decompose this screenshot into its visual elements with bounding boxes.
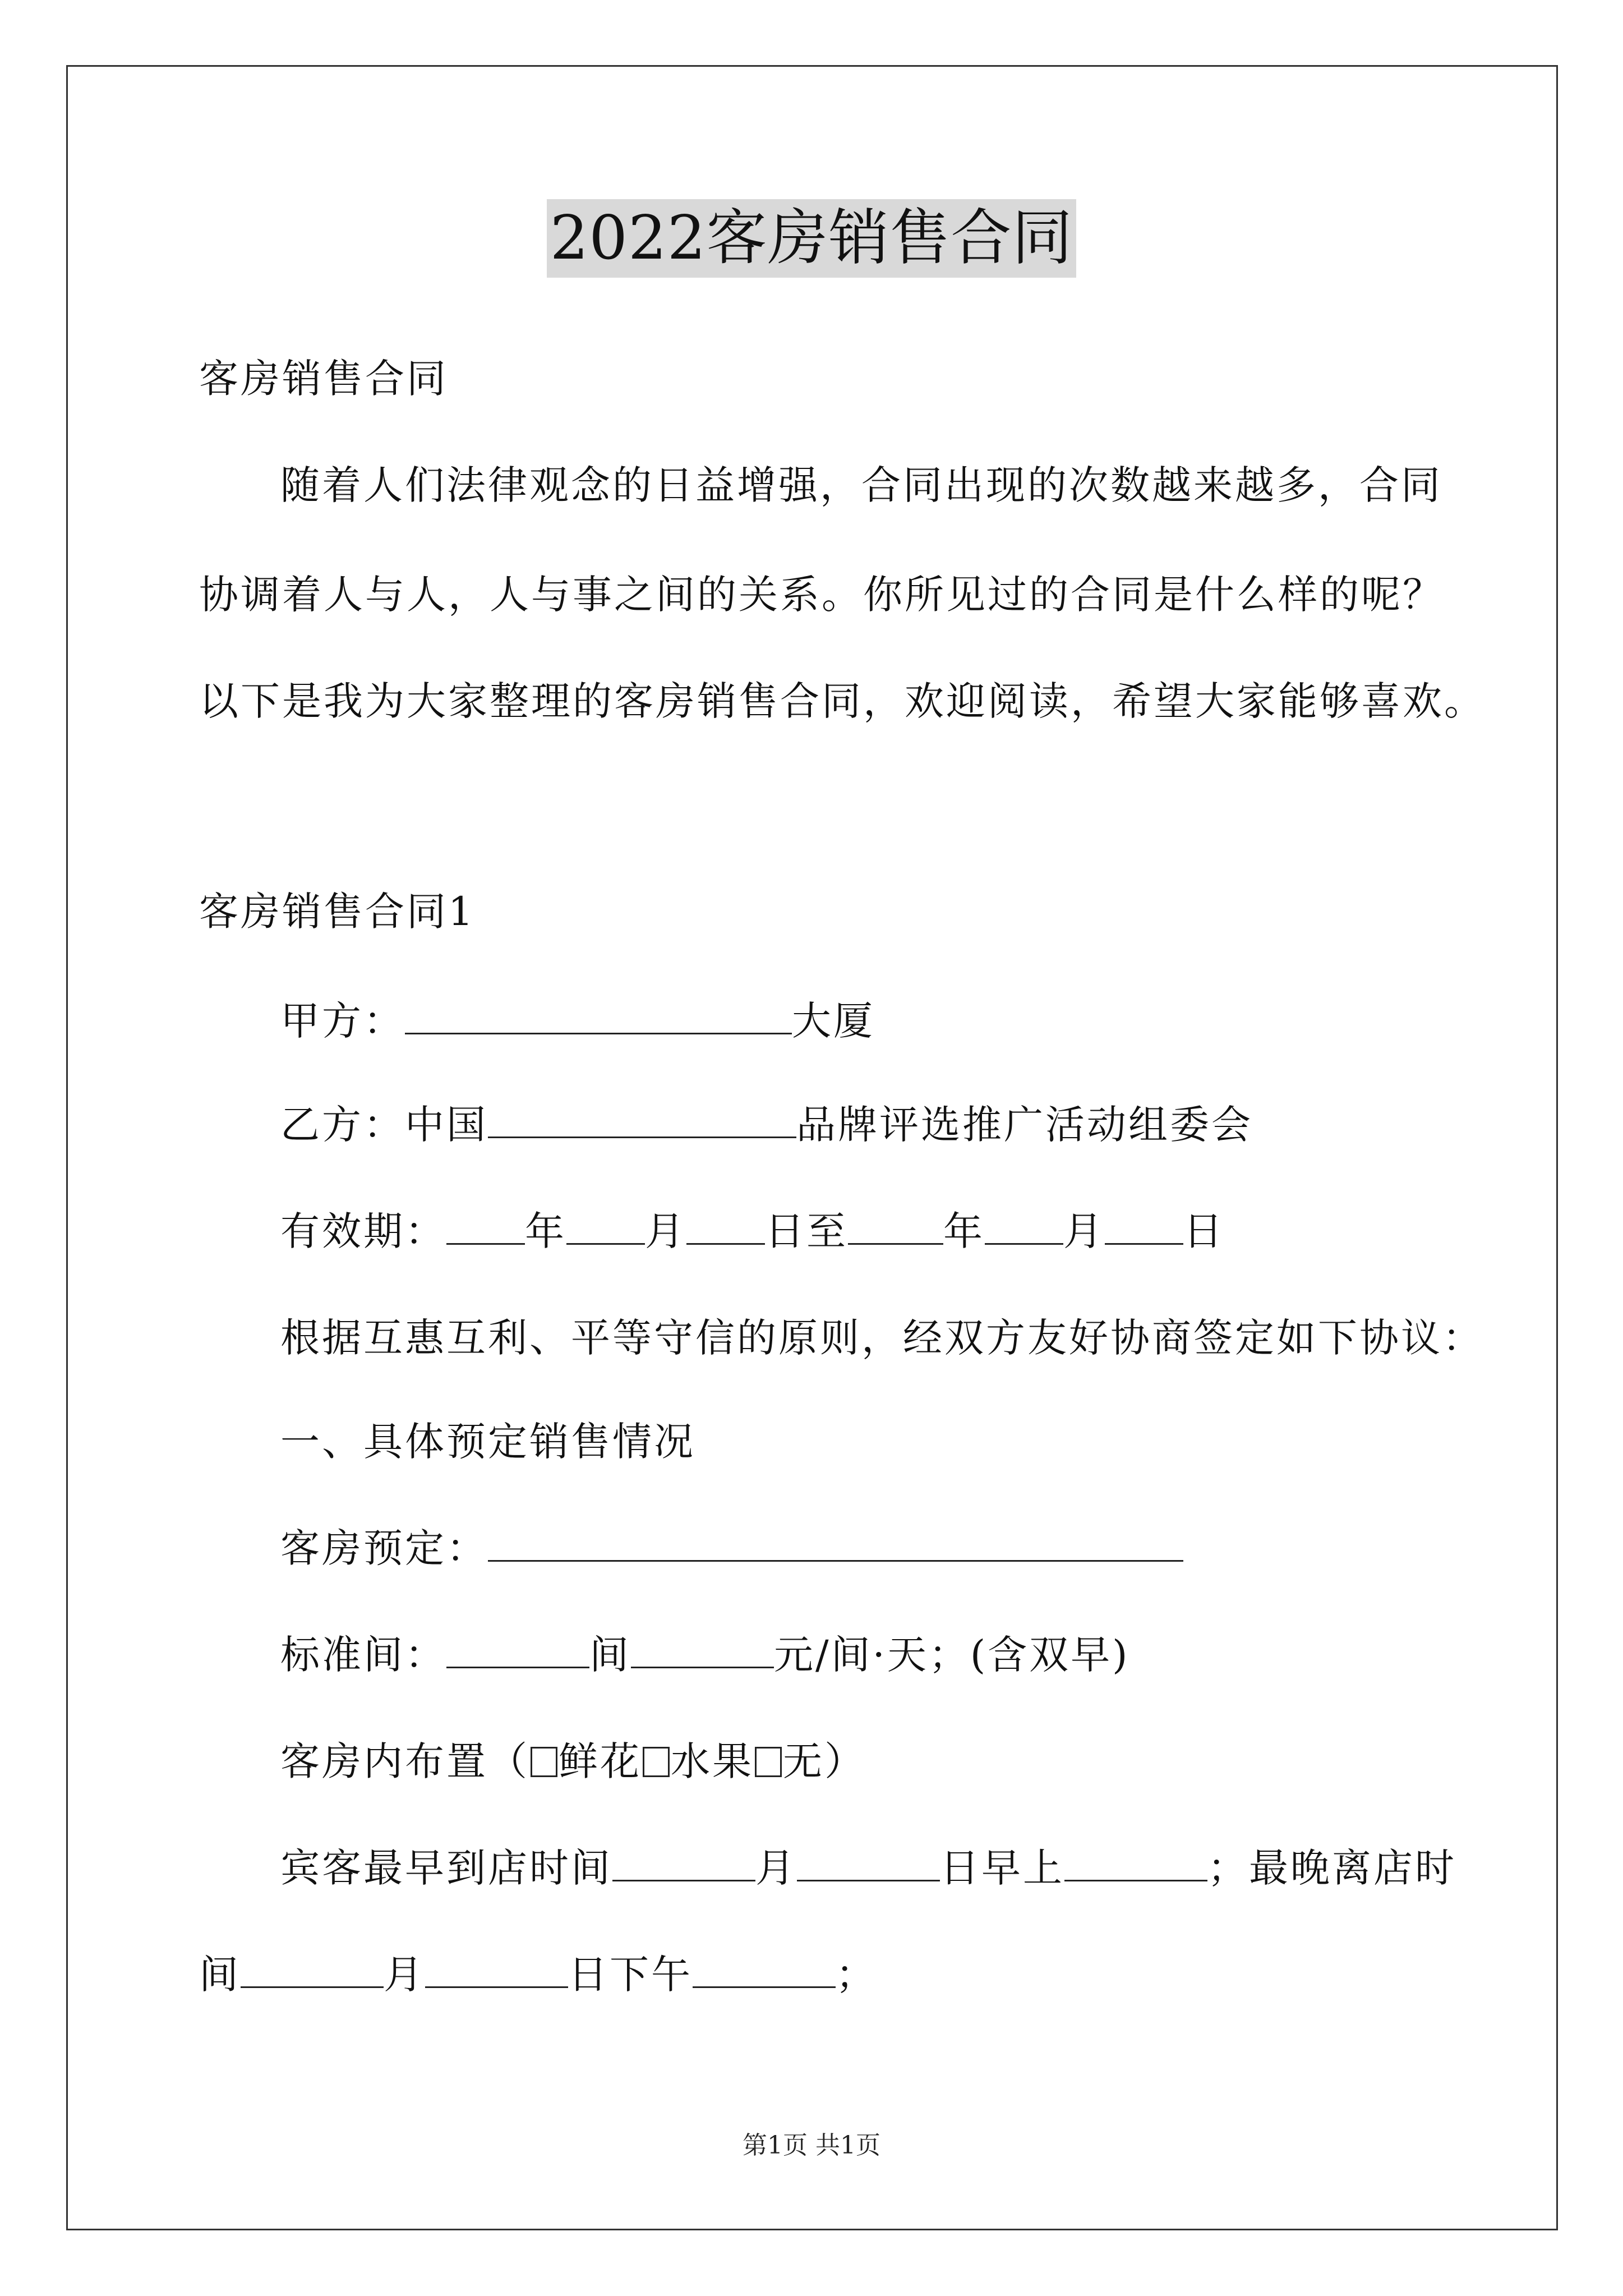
- year-end-label: 年: [943, 1208, 985, 1254]
- room-setup-label: 客房内布置（: [280, 1738, 529, 1784]
- party-b-line: [280, 1099, 1253, 1150]
- document-title: 2022客房销售合同: [547, 199, 1077, 278]
- intro-line-2: 协调着人与人，人与事之间的关系。你所见过的合同是什么样的呢？: [199, 572, 1444, 618]
- title-wrap: [0, 199, 1623, 278]
- month-end-blank[interactable]: [985, 1208, 1063, 1245]
- intro-line-1: 随着人们法律观念的日益增强，合同出现的次数越来越多，合同: [280, 462, 1442, 508]
- party-a-blank[interactable]: [405, 998, 792, 1034]
- none-checkbox[interactable]: [755, 1747, 782, 1777]
- departure-day-label: 日下午: [568, 1952, 693, 1998]
- validity-label: 有效期：: [280, 1208, 446, 1254]
- departure-line: [199, 1949, 877, 2000]
- arrival-day-label: 日早上: [940, 1845, 1064, 1891]
- year-start-label: 年: [525, 1208, 566, 1254]
- validity-line: [280, 1206, 1225, 1257]
- section-title: 客房销售合同1: [199, 889, 476, 935]
- standard-room-count-blank[interactable]: [446, 1632, 589, 1668]
- party-b-suffix: 品牌评选推广活动组委会: [796, 1102, 1253, 1148]
- month-start-label: 月: [645, 1208, 686, 1254]
- none-option: 无: [783, 1738, 824, 1784]
- room-setup-close: ）: [824, 1738, 866, 1784]
- item1-heading: 一、具体预定销售情况: [280, 1419, 695, 1465]
- flowers-option: 鲜花: [559, 1738, 642, 1784]
- fruit-option: 水果: [671, 1738, 754, 1784]
- day-end-label: 日: [1183, 1208, 1225, 1254]
- standard-room-unit2: 元/间·天；(含双早): [774, 1632, 1130, 1678]
- party-b-label: 乙方：中国: [280, 1102, 488, 1148]
- arrival-line: [280, 1843, 1456, 1893]
- day-start-label: 日至: [765, 1208, 848, 1254]
- month-end-label: 月: [1063, 1208, 1105, 1254]
- subtitle: 客房销售合同: [199, 356, 448, 402]
- page-footer: 第1页 共1页: [743, 2131, 880, 2160]
- year-start-blank[interactable]: [446, 1208, 525, 1245]
- departure-month-label: 月: [384, 1952, 425, 1998]
- flowers-checkbox[interactable]: [531, 1747, 557, 1777]
- room-booking-blank[interactable]: [488, 1525, 1183, 1562]
- day-start-blank[interactable]: [686, 1208, 765, 1245]
- departure-month-blank[interactable]: [241, 1952, 384, 1988]
- year-end-blank[interactable]: [848, 1208, 943, 1245]
- departure-end: ；: [836, 1952, 877, 1998]
- arrival-month-blank[interactable]: [612, 1845, 755, 1881]
- day-end-blank[interactable]: [1105, 1208, 1183, 1245]
- departure-label-cont: 间: [199, 1952, 241, 1998]
- standard-room-unit1: 间: [589, 1632, 631, 1678]
- departure-day-blank[interactable]: [425, 1952, 568, 1988]
- arrival-label: 宾客最早到店时间: [280, 1845, 612, 1891]
- standard-room-price-blank[interactable]: [631, 1632, 774, 1668]
- party-b-blank[interactable]: [488, 1102, 796, 1138]
- arrival-time-blank[interactable]: [1064, 1845, 1207, 1881]
- departure-time-blank[interactable]: [693, 1952, 836, 1988]
- standard-room-label: 标准间：: [280, 1632, 446, 1678]
- room-setup-line: [280, 1736, 866, 1787]
- departure-label: ；最晚离店时: [1207, 1845, 1456, 1891]
- party-a-line: [280, 996, 875, 1046]
- arrival-month-label: 月: [755, 1845, 797, 1891]
- standard-room-line: [280, 1630, 1129, 1680]
- intro-line-3: 以下是我为大家整理的客房销售合同，欢迎阅读，希望大家能够喜欢。: [199, 678, 1486, 724]
- party-a-suffix: 大厦: [792, 998, 875, 1044]
- arrival-day-blank[interactable]: [797, 1845, 940, 1881]
- room-booking-line: [280, 1523, 1183, 1573]
- principle-text: 根据互惠互利、平等守信的原则，经双方友好协商签定如下协议：: [280, 1315, 1484, 1361]
- room-booking-label: 客房预定：: [280, 1525, 488, 1571]
- month-start-blank[interactable]: [566, 1208, 645, 1245]
- fruit-checkbox[interactable]: [643, 1747, 670, 1777]
- party-a-label: 甲方：: [280, 998, 405, 1044]
